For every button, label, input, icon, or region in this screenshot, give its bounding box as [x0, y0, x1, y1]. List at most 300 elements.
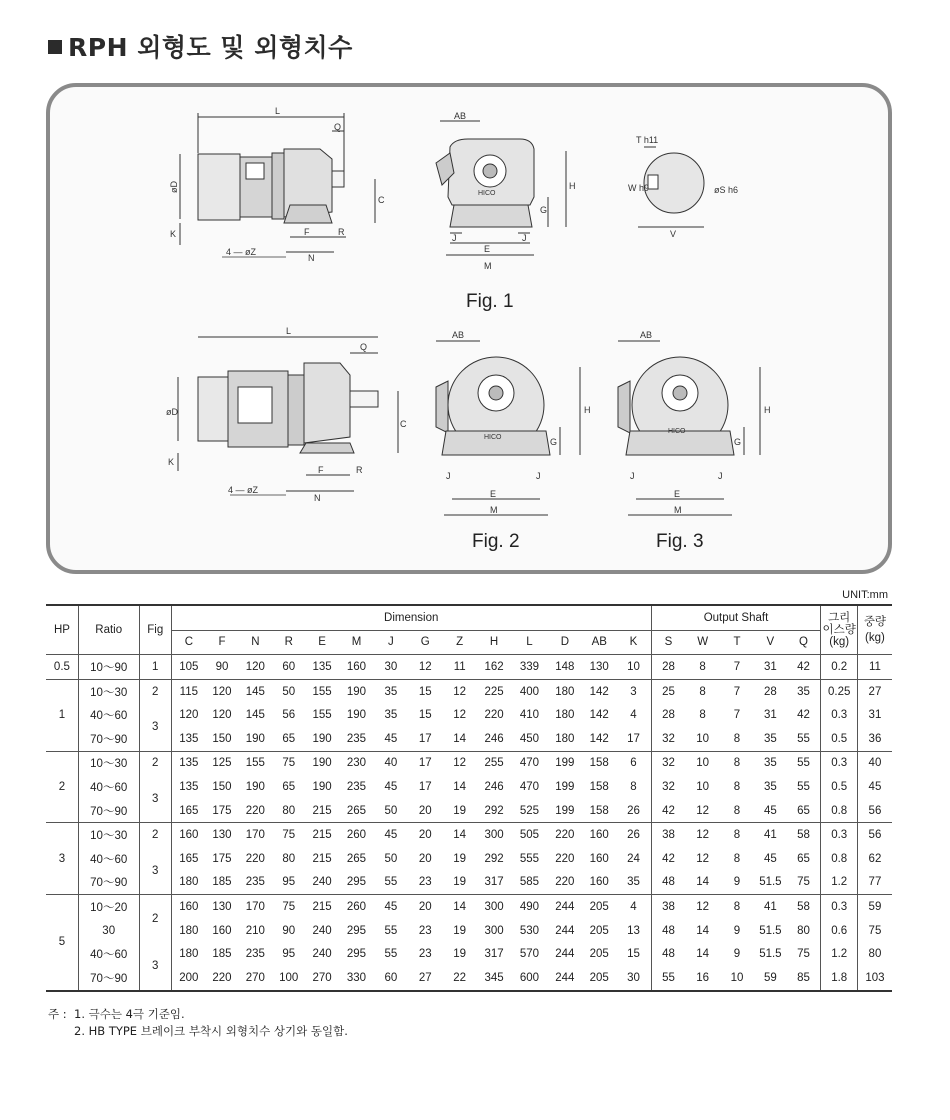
- fig3-front-view: [618, 341, 760, 515]
- value-cell: 6: [616, 751, 651, 775]
- value-cell: 42: [787, 655, 821, 680]
- value-cell: 215: [312, 852, 332, 865]
- value-cell: 0.5: [821, 727, 857, 751]
- value-cell: 90: [282, 924, 296, 937]
- value-cell: 180: [548, 727, 582, 751]
- value-cell: 210: [245, 924, 265, 937]
- value-cell: 8: [733, 852, 741, 865]
- value-cell: 200: [171, 966, 205, 991]
- value-cell: 225: [484, 685, 504, 698]
- value-cell: 28: [651, 655, 685, 680]
- value-cell: 410: [519, 709, 540, 722]
- fig-cell: 2: [139, 823, 171, 847]
- table-row: [46, 703, 892, 727]
- value-cell: 530: [519, 924, 540, 937]
- value-cell: 19: [453, 948, 467, 961]
- dim-F-1: F: [304, 227, 310, 237]
- col-header-s: S: [651, 630, 685, 655]
- value-cell: 175: [206, 799, 238, 823]
- value-cell: 75: [282, 757, 296, 770]
- dim-H-1: H: [569, 181, 576, 191]
- value-cell: 65: [787, 847, 821, 871]
- value-cell: 158: [589, 757, 609, 770]
- hp-cell: 3: [46, 823, 78, 895]
- dim-V: V: [670, 229, 677, 239]
- value-cell: 1.2: [821, 871, 857, 895]
- value-cell: 42: [787, 703, 821, 727]
- value-cell: 10: [685, 727, 719, 751]
- value-cell: 75: [787, 942, 821, 966]
- dim-AB-1: AB: [454, 111, 467, 121]
- value-cell: 175: [212, 852, 232, 865]
- value-cell: 75: [868, 924, 882, 937]
- dim-F-2: F: [318, 465, 324, 475]
- col-header-f: F: [206, 630, 238, 655]
- value-cell: 22: [442, 966, 476, 991]
- value-cell: 14: [696, 924, 710, 937]
- value-cell: 142: [589, 685, 609, 698]
- value-cell: 14: [442, 727, 476, 751]
- value-cell: 31: [763, 709, 777, 722]
- value-cell: 240: [312, 924, 332, 937]
- value-cell: 56: [868, 829, 882, 842]
- value-cell: 16: [685, 966, 719, 991]
- value-cell: 160: [179, 829, 199, 842]
- col-header-n: N: [238, 630, 272, 655]
- value-cell: 15: [418, 685, 432, 698]
- note-2: 2. HB TYPE 브레이크 부착시 외형치수 상기와 동일함.: [74, 1024, 348, 1038]
- ratio-cell: 70～90: [78, 871, 139, 895]
- value-cell: 0.3: [821, 751, 857, 775]
- value-cell: 165: [179, 852, 199, 865]
- value-cell: 17: [418, 757, 432, 770]
- value-cell: 12: [696, 829, 710, 842]
- value-cell: 220: [555, 829, 575, 842]
- value-cell: 56: [857, 799, 892, 823]
- value-cell: 7: [720, 655, 754, 680]
- value-cell: 15: [616, 942, 651, 966]
- value-cell: 32: [651, 727, 685, 751]
- value-cell: 215: [312, 829, 332, 842]
- value-cell: 13: [616, 919, 651, 943]
- value-cell: 31: [868, 709, 882, 722]
- value-cell: 9: [733, 924, 741, 937]
- value-cell: 339: [511, 655, 547, 680]
- col-header-c: C: [171, 630, 205, 655]
- value-cell: 295: [346, 948, 367, 961]
- value-cell: 585: [511, 871, 547, 895]
- value-cell: 0.6: [821, 919, 857, 943]
- value-cell: 7: [733, 685, 741, 698]
- value-cell: 525: [511, 799, 547, 823]
- value-cell: 45: [754, 799, 786, 823]
- value-cell: 470: [519, 780, 540, 793]
- value-cell: 270: [238, 966, 272, 991]
- value-cell: 300: [484, 924, 504, 937]
- value-cell: 11: [857, 655, 892, 680]
- hp-header: HP: [46, 605, 78, 655]
- value-cell: 50: [374, 799, 408, 823]
- dim-Q-1: Q: [334, 122, 342, 132]
- value-cell: 17: [408, 727, 442, 751]
- value-cell: 48: [651, 871, 685, 895]
- value-cell: 240: [312, 948, 332, 961]
- value-cell: 12: [453, 685, 467, 698]
- ratio-cell: 10～90: [78, 655, 139, 680]
- table-body: [46, 655, 892, 991]
- value-cell: 36: [857, 727, 892, 751]
- value-cell: 100: [273, 966, 305, 991]
- fig-cell: 2: [139, 895, 171, 943]
- footnotes: [48, 1006, 348, 1040]
- value-cell: 0.3: [821, 703, 857, 727]
- dim-W: W h9: [628, 183, 650, 193]
- col-header-e: E: [305, 630, 339, 655]
- value-cell: 75: [282, 829, 296, 842]
- value-cell: 190: [312, 780, 332, 793]
- value-cell: 235: [238, 871, 272, 895]
- value-cell: 25: [662, 685, 675, 698]
- col-header-q: Q: [787, 630, 821, 655]
- dim-G-2: G: [550, 437, 558, 447]
- value-cell: 35: [787, 679, 821, 703]
- value-cell: 0.25: [821, 679, 857, 703]
- value-cell: 12: [408, 655, 442, 680]
- value-cell: 150: [212, 780, 232, 793]
- value-cell: 12: [685, 799, 719, 823]
- value-cell: 65: [273, 727, 305, 751]
- value-cell: 130: [212, 900, 232, 913]
- ratio-cell: 40～60: [78, 703, 139, 727]
- value-cell: 35: [384, 685, 398, 698]
- dim-K-1: K: [170, 229, 177, 239]
- value-cell: 470: [519, 757, 540, 770]
- value-cell: 220: [548, 871, 582, 895]
- value-cell: 260: [346, 829, 367, 842]
- col-header-m: M: [339, 630, 373, 655]
- value-cell: 180: [179, 948, 199, 961]
- table-row: [46, 847, 892, 871]
- value-cell: 120: [212, 709, 232, 722]
- value-cell: 80: [868, 948, 882, 961]
- ratio-cell: 40～60: [78, 942, 139, 966]
- value-cell: 244: [555, 900, 575, 913]
- value-cell: 155: [245, 757, 265, 770]
- hp-cell: 5: [46, 895, 78, 991]
- value-cell: 4: [616, 703, 651, 727]
- dim-J-2a: J: [446, 471, 451, 481]
- dim-AB-3: AB: [640, 330, 653, 340]
- dim-J-1b: J: [522, 233, 527, 243]
- value-cell: 60: [273, 655, 305, 680]
- value-cell: 190: [238, 727, 272, 751]
- value-cell: 38: [662, 829, 675, 842]
- value-cell: 20: [408, 799, 442, 823]
- fig-cell: 3: [139, 775, 171, 823]
- column-subheader-row: [46, 630, 892, 655]
- value-cell: 62: [868, 852, 882, 865]
- col-header-k: K: [616, 630, 651, 655]
- value-cell: 120: [212, 685, 232, 698]
- dim-H-2: H: [584, 405, 591, 415]
- value-cell: 265: [346, 852, 367, 865]
- value-cell: 130: [582, 655, 616, 680]
- value-cell: 317: [484, 948, 504, 961]
- fig-cell: 3: [139, 942, 171, 990]
- value-cell: 10: [720, 966, 754, 991]
- value-cell: 120: [238, 655, 272, 680]
- value-cell: 9: [733, 948, 741, 961]
- value-cell: 40: [868, 757, 882, 770]
- value-cell: 80: [282, 852, 296, 865]
- value-cell: 51.5: [754, 871, 786, 895]
- table-row: [46, 895, 892, 919]
- dim-R-2: R: [356, 465, 363, 475]
- table-row: [46, 871, 892, 895]
- value-cell: 170: [245, 829, 265, 842]
- value-cell: 145: [245, 709, 265, 722]
- square-bullet-icon: [48, 40, 62, 54]
- value-cell: 30: [616, 966, 651, 991]
- value-cell: 570: [519, 948, 540, 961]
- value-cell: 205: [589, 924, 609, 937]
- value-cell: 38: [662, 900, 675, 913]
- value-cell: 8: [733, 780, 741, 793]
- value-cell: 23: [418, 948, 432, 961]
- dim-E-2: E: [490, 489, 497, 499]
- value-cell: 292: [477, 799, 511, 823]
- table-row: [46, 727, 892, 751]
- value-cell: 14: [696, 948, 710, 961]
- dim-C-1: C: [378, 195, 385, 205]
- value-cell: 23: [408, 871, 442, 895]
- value-cell: 27: [868, 685, 882, 698]
- value-cell: 8: [733, 829, 741, 842]
- value-cell: 17: [616, 727, 651, 751]
- table-row: [46, 799, 892, 823]
- dim-Z-1: 4 — øZ: [226, 247, 257, 257]
- value-cell: 600: [511, 966, 547, 991]
- value-cell: 160: [582, 871, 616, 895]
- value-cell: 19: [453, 852, 467, 865]
- value-cell: 55: [651, 966, 685, 991]
- value-cell: 215: [305, 799, 339, 823]
- value-cell: 85: [787, 966, 821, 991]
- value-cell: 35: [754, 727, 786, 751]
- value-cell: 50: [282, 685, 296, 698]
- value-cell: 59: [868, 900, 882, 913]
- grease-header-l3: (kg): [829, 636, 850, 649]
- value-cell: 317: [477, 871, 511, 895]
- ratio-header: Ratio: [78, 605, 139, 655]
- value-cell: 17: [418, 780, 432, 793]
- value-cell: 130: [212, 829, 232, 842]
- value-cell: 42: [651, 799, 685, 823]
- value-cell: 160: [179, 900, 199, 913]
- table-row: [46, 919, 892, 943]
- value-cell: 220: [238, 799, 272, 823]
- value-cell: 240: [305, 871, 339, 895]
- col-header-ab: AB: [582, 630, 616, 655]
- value-cell: 77: [857, 871, 892, 895]
- value-cell: 55: [787, 727, 821, 751]
- col-header-g: G: [408, 630, 442, 655]
- ratio-cell: 10～30: [78, 823, 139, 847]
- value-cell: 12: [453, 709, 467, 722]
- value-cell: 51.5: [759, 948, 782, 961]
- value-cell: 135: [179, 780, 199, 793]
- value-cell: 8: [733, 757, 741, 770]
- ratio-cell: 70～90: [78, 966, 139, 991]
- table-row: [46, 823, 892, 847]
- value-cell: 199: [555, 757, 575, 770]
- hp-cell: 2: [46, 751, 78, 823]
- dim-R-1: R: [338, 227, 345, 237]
- dim-D-1: øD: [169, 181, 179, 193]
- value-cell: 45: [868, 780, 882, 793]
- value-cell: 75: [787, 871, 821, 895]
- col-header-l: L: [511, 630, 547, 655]
- value-cell: 244: [555, 948, 575, 961]
- value-cell: 244: [548, 966, 582, 991]
- fig-cell: 3: [139, 703, 171, 751]
- value-cell: 42: [662, 852, 675, 865]
- value-cell: 55: [374, 871, 408, 895]
- grease-header-l1: 그리: [828, 612, 851, 625]
- value-cell: 135: [171, 727, 205, 751]
- value-cell: 450: [511, 727, 547, 751]
- value-cell: 10: [616, 655, 651, 680]
- fig2-label: Fig. 2: [472, 531, 520, 552]
- value-cell: 300: [484, 829, 504, 842]
- value-cell: 345: [477, 966, 511, 991]
- col-header-w: W: [685, 630, 719, 655]
- note-1: 1. 극수는 4극 기준임.: [74, 1007, 185, 1021]
- dim-M-1: M: [484, 261, 492, 271]
- value-cell: 8: [720, 799, 754, 823]
- value-cell: 205: [589, 900, 609, 913]
- dim-G-3: G: [734, 437, 742, 447]
- value-cell: 48: [662, 924, 675, 937]
- value-cell: 292: [484, 852, 504, 865]
- value-cell: 235: [339, 727, 373, 751]
- value-cell: 48: [662, 948, 675, 961]
- dim-J-1a: J: [452, 233, 457, 243]
- value-cell: 55: [384, 948, 398, 961]
- value-cell: 3: [616, 679, 651, 703]
- value-cell: 244: [555, 924, 575, 937]
- value-cell: 199: [555, 780, 575, 793]
- value-cell: 8: [699, 685, 706, 698]
- value-cell: 220: [206, 966, 238, 991]
- dim-E-3: E: [674, 489, 681, 499]
- value-cell: 0.8: [821, 799, 857, 823]
- fig-cell: 2: [139, 751, 171, 775]
- ratio-cell: 30: [78, 919, 139, 943]
- value-cell: 35: [763, 780, 777, 793]
- value-cell: 55: [787, 775, 821, 799]
- dim-G-1: G: [540, 205, 548, 215]
- value-cell: 246: [477, 727, 511, 751]
- value-cell: 45: [384, 829, 398, 842]
- value-cell: 19: [442, 871, 476, 895]
- value-cell: 1.2: [821, 942, 857, 966]
- value-cell: 12: [696, 900, 710, 913]
- value-cell: 330: [339, 966, 373, 991]
- dim-M-3: M: [674, 505, 682, 515]
- value-cell: 11: [442, 655, 476, 680]
- drawing-panel: [46, 83, 892, 574]
- value-cell: 20: [418, 829, 432, 842]
- dimension-drawings: [50, 87, 888, 570]
- ratio-cell: 10～30: [78, 679, 139, 703]
- value-cell: 95: [273, 871, 305, 895]
- value-cell: 41: [763, 829, 777, 842]
- value-cell: 0.8: [821, 847, 857, 871]
- value-cell: 142: [582, 727, 616, 751]
- fig-cell: 2: [139, 679, 171, 703]
- grease-header: [821, 605, 857, 655]
- dim-Z-2: 4 — øZ: [228, 485, 259, 495]
- value-cell: 32: [662, 757, 675, 770]
- col-header-h: H: [477, 630, 511, 655]
- value-cell: 255: [484, 757, 504, 770]
- value-cell: 8: [699, 709, 706, 722]
- value-cell: 0.3: [821, 823, 857, 847]
- value-cell: 35: [384, 709, 398, 722]
- value-cell: 180: [555, 709, 575, 722]
- fig3-label: Fig. 3: [656, 531, 704, 552]
- value-cell: 185: [212, 948, 232, 961]
- fig1-label: Fig. 1: [466, 291, 514, 312]
- value-cell: 50: [384, 852, 398, 865]
- value-cell: 230: [346, 757, 367, 770]
- fig2-front-view: [436, 341, 580, 515]
- value-cell: 55: [787, 751, 821, 775]
- value-cell: 160: [589, 852, 609, 865]
- notes-prefix: 주 :: [48, 1007, 67, 1021]
- value-cell: 60: [374, 966, 408, 991]
- value-cell: 26: [616, 823, 651, 847]
- unit-label: UNIT:mm: [842, 589, 888, 601]
- dim-J-3b: J: [718, 471, 723, 481]
- table-row: [46, 966, 892, 991]
- value-cell: 9: [720, 871, 754, 895]
- value-cell: 0.2: [821, 655, 857, 680]
- dim-T: T h11: [636, 135, 659, 145]
- ratio-cell: 70～90: [78, 799, 139, 823]
- col-header-z: Z: [442, 630, 476, 655]
- value-cell: 8: [685, 655, 719, 680]
- value-cell: 31: [754, 655, 786, 680]
- value-cell: 185: [206, 871, 238, 895]
- value-cell: 555: [519, 852, 540, 865]
- dim-H-3: H: [764, 405, 771, 415]
- table-row: [46, 775, 892, 799]
- value-cell: 180: [555, 685, 575, 698]
- value-cell: 125: [212, 757, 232, 770]
- value-cell: 45: [763, 852, 777, 865]
- col-header-t: T: [720, 630, 754, 655]
- dim-J-3a: J: [630, 471, 635, 481]
- value-cell: 135: [179, 757, 199, 770]
- value-cell: 160: [339, 655, 373, 680]
- value-cell: 158: [589, 780, 609, 793]
- value-cell: 12: [696, 852, 710, 865]
- value-cell: 190: [305, 727, 339, 751]
- value-cell: 190: [312, 757, 332, 770]
- value-cell: 158: [582, 799, 616, 823]
